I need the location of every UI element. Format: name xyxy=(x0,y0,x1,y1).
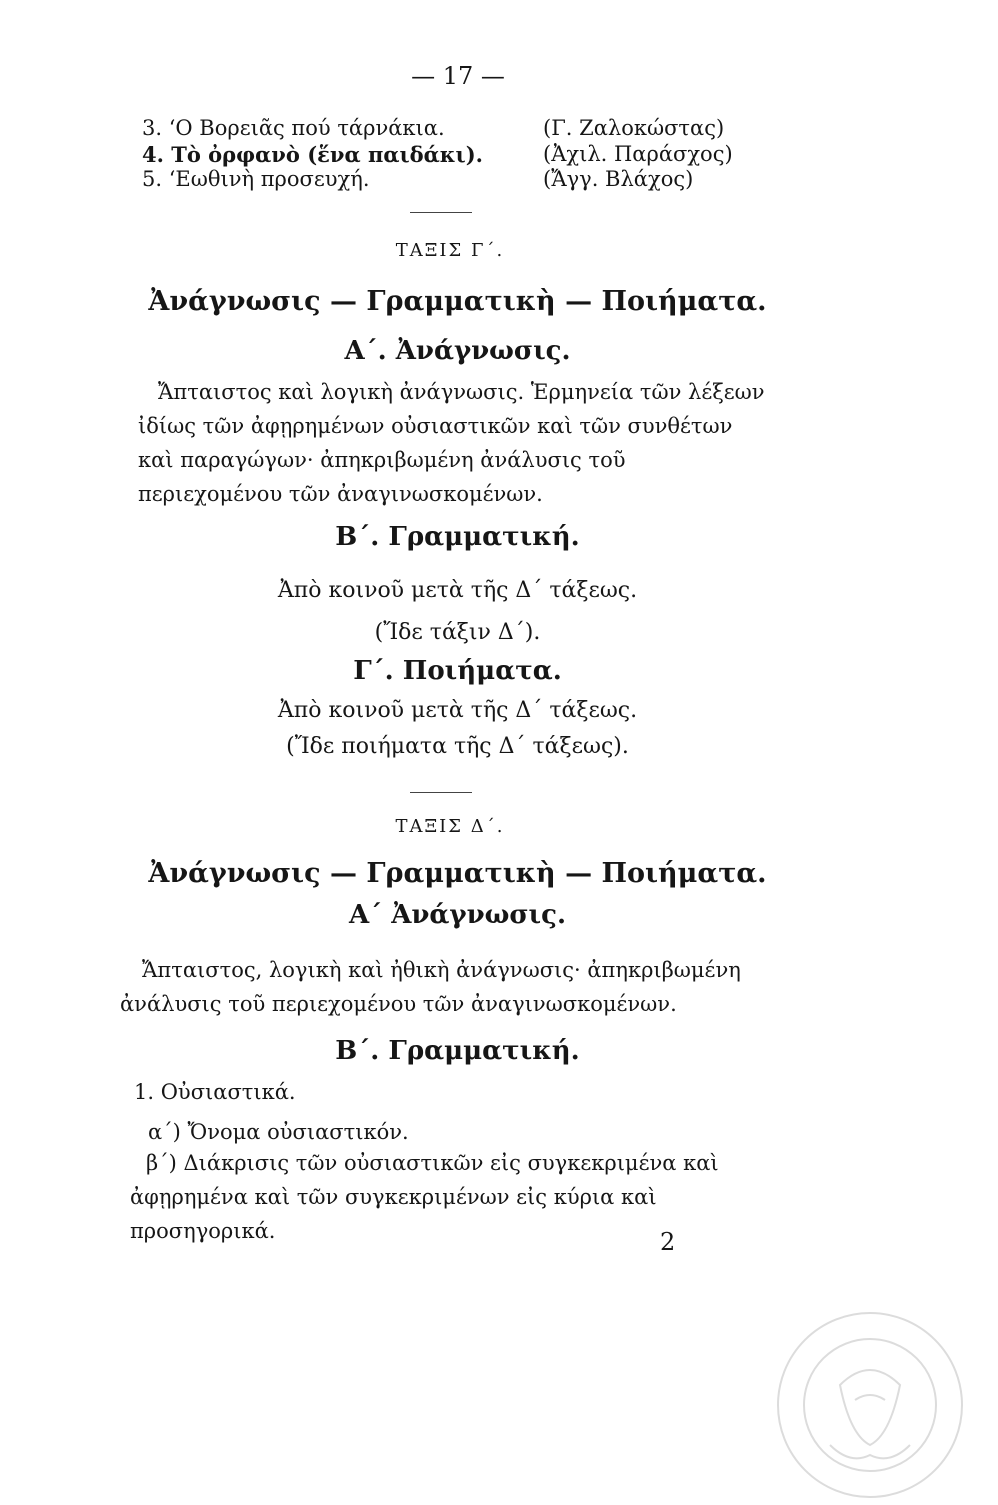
text-line: (Ἴδε ποιήματα τῆς Δ΄ τάξεως). xyxy=(286,734,629,759)
list-item: 1. Οὐσιαστικά. xyxy=(134,1080,296,1104)
paragraph: Ἄπταιστος καὶ λογικὴ ἀνάγνωσις. Ἑρμηνεία τῶν λέξεων ἰδίως τῶν ἀφῃρημένων οὐσιαστικῶν καὶ τῶν συνθέτων καὶ παραγώγων· ἀπηκριβωμένη ἀνάλυσις τοῦ περιεχομένου τῶν ἀναγινωσκομένων. xyxy=(138,380,765,506)
section-title: Ἀνάγνωσις — Γραμματικὴ — Ποιήματα. xyxy=(148,286,767,317)
poem-title: 3. ‘Ο Βορειᾶς πού τάρνάκια. xyxy=(142,116,445,140)
poem-author: (Ἄγγ. Βλάχος) xyxy=(543,167,694,191)
text-line: Ἀπὸ κοινοῦ μετὰ τῆς Δ΄ τάξεως. xyxy=(277,578,638,603)
poem-author: (Γ. Ζαλοκώστας) xyxy=(543,116,725,140)
subsection-title: Β΄. Γραμματική. xyxy=(335,522,580,552)
list-item: β΄) Διάκρισις τῶν οὐσιαστικῶν εἰς συγκεκριμένα καὶ ἀφῃρημένα καὶ τῶν συγκεκριμένων εἰς κύρια καὶ προσηγορικά. xyxy=(130,1151,719,1243)
sheet-number: 2 xyxy=(660,1228,676,1256)
section-title: Ἀνάγνωσις — Γραμματικὴ — Ποιήματα. xyxy=(148,858,767,889)
subsection-title: Α΄ Ἀνάγνωσις. xyxy=(348,900,567,930)
text-line: (Ἴδε τάξιν Δ΄). xyxy=(374,620,541,645)
library-seal-watermark xyxy=(770,1305,970,1505)
section-divider xyxy=(410,212,472,213)
list-item: α΄) Ὄνομα οὐσιαστικόν. xyxy=(148,1120,409,1144)
page-number: — 17 — xyxy=(411,62,505,90)
class-heading: ΤΑΞΙΣ Γ΄. xyxy=(395,240,505,261)
text-line: Ἀπὸ κοινοῦ μετὰ τῆς Δ΄ τάξεως. xyxy=(277,698,638,723)
subsection-title: Β΄. Γραμματική. xyxy=(335,1036,580,1066)
poem-author: (Ἀχιλ. Παράσχος) xyxy=(543,142,733,166)
class-heading: ΤΑΞΙΣ Δ΄. xyxy=(395,816,505,837)
subsection-title: Γ΄. Ποιήματα. xyxy=(353,656,562,686)
poem-title: 5. ‘Εωθινὴ προσευχή. xyxy=(142,167,370,191)
poem-title: 4. Τὸ ὀρφανὸ (ἕνα παιδάκι). xyxy=(142,142,483,167)
paragraph: Ἄπταιστος, λογικὴ καὶ ἠθικὴ ἀνάγνωσις· ἀπηκριβωμένη ἀνάλυσις τοῦ περιεχομένου τῶν ἀναγινωσκομένων. xyxy=(120,958,741,1016)
subsection-title: Α΄. Ἀνάγνωσις. xyxy=(344,336,571,366)
section-divider xyxy=(410,792,472,793)
